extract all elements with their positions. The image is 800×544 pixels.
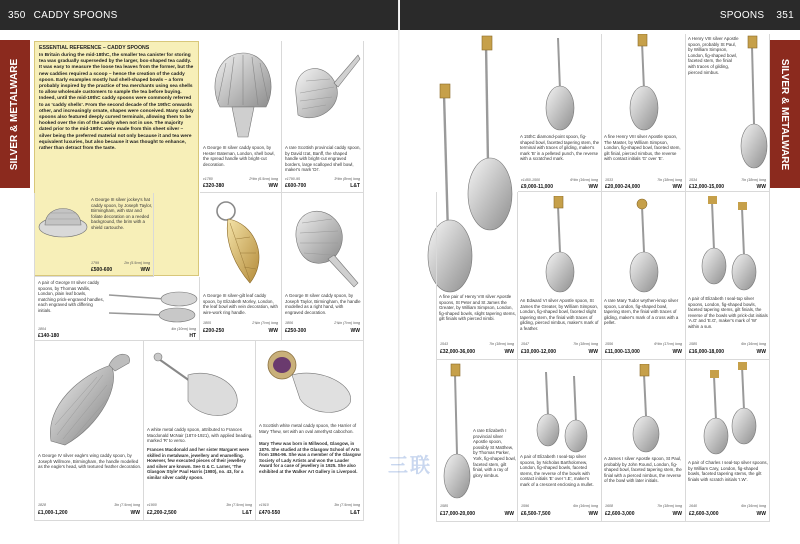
item-code: HT (189, 333, 196, 339)
item-code: WW (756, 184, 766, 190)
item-caption: A pair of Elizabeth I seal-top silver spoons, by Nicholas Bartholomew, London, fig-shaped bowls, faceted stems, the reverse of the bowls with contact initials 'E' over 'I.E', maker's mark of a crescent enclosing a mullet. (520, 454, 594, 487)
item-code: WW (268, 183, 278, 189)
item-price: £250-300 (285, 328, 307, 334)
item-note: Frances Macdonald and her sister Margaret were skilled in metalware, jewellery and enamelling. However, few executed pieces of their jewellery and silver are known. See G & C. Larner, 'The Glasgow Style' Paul Harris (1980), no. 43, for a similar silver caddy spoon. (147, 447, 249, 480)
diamond-point-spoon-icon (536, 34, 586, 134)
item-size: 3in (7.5cm) long (334, 503, 360, 507)
right-page-title: SPOONS (719, 9, 765, 21)
item-size: 2¾in (7cm) long (252, 321, 278, 325)
item-size: 6in (16cm) long (573, 504, 598, 508)
item-year: 1585 (689, 342, 697, 346)
item-caption: A rare Mary Tudor wrythen-knop silver spoon, London, fig-shaped bowl, tapering stem, the finial with traces of gilding, maker's mark of a cross with a pellet. (604, 298, 679, 326)
item-code: WW (672, 511, 682, 517)
item-year: 1585 (440, 504, 448, 508)
item-code: WW (504, 511, 514, 517)
item-year: c1780 (203, 177, 213, 181)
item-code: L&T (350, 183, 360, 189)
item-card (602, 34, 686, 192)
pair-seal-top-spoons-icon (528, 366, 594, 454)
item-size: 3½in (8cm) long (334, 177, 360, 181)
item-code: L&T (242, 510, 252, 516)
pair-seal-top-spoons-icon (694, 194, 764, 294)
eagle-wing-spoon-icon (41, 345, 141, 449)
item-caption: A rare Elizabeth I provincial silver Apostle spoon, possibly St Matthew, by Thomas Parker, York, fig-shaped bowl, faceted stem, gilt finial, with a ray of glory nimbus. (473, 428, 517, 478)
pair-seal-top-spoons-icon (694, 362, 764, 458)
white-metal-caddy-spoon-icon (150, 347, 250, 423)
item-price: £500-600 (91, 267, 113, 273)
item-card (686, 360, 770, 522)
item-code: WW (588, 184, 598, 190)
item-size: 7in (18cm) long (741, 178, 766, 182)
item-card (34, 277, 200, 341)
apostle-spoon-icon (620, 34, 670, 134)
item-card (282, 193, 364, 341)
item-year: 1608 (605, 504, 613, 508)
apostle-spoon-icon (736, 34, 770, 174)
item-price: £12,000-15,000 (689, 184, 725, 190)
item-card (436, 360, 518, 522)
item-year: 1799 (91, 261, 99, 265)
item-year: 1806 (285, 321, 293, 325)
item-code: WW (130, 510, 140, 516)
item-card (256, 341, 364, 521)
item-card (144, 341, 256, 521)
item-caption: A George IV silver eagle's wing caddy spoon, by Joseph Willmore, Birmingham, the handle modelled as the eagle's head, with textured feather decoration. (38, 453, 142, 470)
item-caption: A 15thC diamond-point spoon, fig-shaped bowl, facetted tapering stem, the terminal with traces of gilding, maker's mark 'B' in a pelleted punch, the reverse with a scratched mark. (520, 134, 600, 162)
item-caption: A white metal caddy spoon, attributed to Frances Macdonald McNair (1874-1921), with applied beading, marked 'R' to verso. (147, 427, 253, 444)
left-page-title: CADDY SPOONS (33, 9, 118, 21)
item-card (200, 41, 282, 193)
item-size: 3in (7.5cm) long (114, 503, 140, 507)
item-year: 1640 (689, 504, 697, 508)
jockey-cap-spoon-icon (37, 197, 89, 243)
item-caption: A fine Henry VIII silver Apostle spoon, The Master, by William Simpson, London, fig-shaped bowl, faceted stem, gilt finial, pierced nimbus, the reverse with contact initials 'G' over 'E'. (604, 134, 681, 162)
right-header (400, 0, 800, 30)
item-year: 1547 (521, 342, 529, 346)
item-price: £320-380 (203, 183, 225, 189)
item-size: 6in (16cm) long (741, 504, 766, 508)
item-price: £11,000-13,000 (605, 349, 640, 355)
item-caption: A James I silver Apostle spoon, St Paul, probably by John Round, London, fig-shaped bowl, faceted tapering stem, the finial with a pierced nimbus, the reverse of the bowl with later initials. (604, 456, 682, 484)
item-price: £17,000-20,000 (440, 511, 476, 517)
item-card (282, 41, 364, 193)
item-size: 2in (5.5cm) long (124, 261, 150, 265)
item-code: WW (140, 267, 150, 273)
item-price: £2,600-3,000 (689, 511, 719, 517)
item-year: 1543 (440, 342, 448, 346)
item-year: 1534 (689, 178, 697, 182)
right-side-tab: SILVER & METALWARE (770, 40, 800, 188)
item-price: £600-700 (285, 183, 307, 189)
item-price: £470-550 (259, 510, 281, 516)
essential-heading: ESSENTIAL REFERENCE – CADDY SPOONS (39, 45, 150, 51)
left-header (0, 0, 400, 30)
item-price: £20,000-24,000 (605, 184, 641, 190)
item-caption: A pair of George III silver caddy spoons, by Thomas Wallis, London, plain leaf bowls, matching prick-engraved handles, each engraved with differing initials. (38, 280, 104, 313)
item-size: 7in (18cm) long (489, 342, 514, 346)
item-size: 7in (18cm) long (657, 178, 682, 182)
item-size: 6½in (16cm) long (570, 178, 598, 182)
leaf-caddy-spoon-icon (210, 197, 272, 289)
item-caption: A rare Scottish provincial caddy spoon, by David Izat, Banff, the shaped handle with bright-cut engraved borders, large scalloped shell bowl, maker's mark 'DI'. (285, 145, 361, 173)
item-code: WW (350, 328, 360, 334)
item-code: WW (672, 349, 682, 355)
item-year: 1596 (521, 504, 529, 508)
item-card (34, 341, 144, 521)
item-code: L&T (350, 510, 360, 516)
shell-caddy-spoon-icon (208, 45, 278, 141)
item-caption: A pair of Elizabeth I seal-top silver spoons, London, fig-shaped bowls, faceted tapering stems, gilt finials, the reverse of the bowls with prick-dot initials 'A.G' and 'E.G', maker's mark of 'W' within a sun. (688, 296, 768, 329)
item-size: 6in (16cm) long (741, 342, 766, 346)
item-year: c1790-95 (285, 177, 300, 181)
item-year: 1804 (38, 327, 46, 331)
item-price: £2,200-2,500 (147, 510, 177, 516)
item-size: 6½in (17cm) long (654, 342, 682, 346)
item-size: 7in (18cm) long (573, 342, 598, 346)
item-caption: A George III silver caddy spoon, by Joseph Taylor, Birmingham, the handle modelled as a right hand, with engraved decoration. (285, 293, 361, 315)
item-price: £6,500-7,500 (521, 511, 551, 517)
item-code: WW (268, 328, 278, 334)
item-card (602, 360, 686, 522)
item-year: c1900 (147, 503, 157, 507)
item-year: 1805 (203, 321, 211, 325)
item-caption: A Scottish white metal caddy spoon, the Harrier of Mary Thew, set with an oval amethyst cabochon. (259, 423, 357, 434)
item-price: £1,000-1,200 (38, 510, 68, 516)
item-year: c1450-1500 (521, 178, 540, 182)
item-card (686, 34, 770, 192)
apostle-spoon-icon (439, 362, 473, 502)
apostle-spoon-icon (626, 364, 666, 454)
item-card (686, 192, 770, 360)
item-card (436, 192, 518, 360)
item-caption: A Henry VIII silver Apostle spoon, probably St Paul, by William Simpson, London, fig-shaped bowl, faceted stem, the finial with traces of gilding, pierced nimbus. (688, 36, 739, 75)
item-price: £140-180 (38, 333, 60, 339)
item-card (200, 193, 282, 341)
hand-caddy-spoon-icon (288, 197, 360, 289)
item-card (518, 34, 602, 192)
item-card (518, 192, 602, 360)
item-caption: A George III silver-gilt leaf caddy spoon, by Elizabeth Morley, London, the leaf bowl with vein decoration, with wire-work ring handle. (203, 293, 278, 315)
item-caption: A pair of Charles I seal-top silver spoons, by William Cary, London, fig-shaped bowls, faceted tapering stems, the gilt finials with scratch initials 'I.W'. (688, 460, 768, 482)
item-code: WW (504, 349, 514, 355)
wrythen-knop-spoon-icon (622, 196, 666, 296)
amethyst-caddy-spoon-icon (260, 345, 360, 421)
item-price: £10,000-12,000 (521, 349, 557, 355)
item-year: 1828 (38, 503, 46, 507)
item-note: Mary Thew was born in Millwood, Glasgow, in 1876. She studied at the Glasgow School of Arts from 1894-96. She was a member of the Glasgow Society of Lady Artists and won the Lauder Award for a case of jewellery in 1925. She also exhibited at the Walker Art Gallery in Liverpool. (259, 441, 361, 474)
item-caption: A George III silver caddy spoon, by Hester Bateman, London, shell bowl, the spread handle with bright-cut decoration. (203, 145, 275, 167)
item-year: c1910 (259, 503, 269, 507)
essential-body: In Britain during the mid-18thC, the smaller tea canister for storing tea was gradually superseded by the larger, box-shaped tea caddy. It was easy to measure the loose tea leaves from the former, but the new caddies required a scoop – hence the creation of the caddy spoon. Early examples mostly had shell-shaped bowls – a form probably inspired by the practice of tea merchants using sea shells to allow wholesale customers to sample the tea before buying. Indeed, until the mid-19thC caddy spoons were commonly referred to as 'caddy shells'. From the second decade of the 19thC onwards other, and increasingly ornate, shapes were conceived. Many caddy spoons also featured deeply curved terminals, allowing them to be hooked over the rim of the caddy when not in use. The majority dated prior to the mid-19thC were made from thin sheet silver – silver being the preferred material not only because it and tea were equivalent luxuries, but also because it was thought to enhance, rather than detract from the taste. (39, 53, 194, 152)
item-code: WW (672, 184, 682, 190)
item-size: 2½in (6.5cm) long (249, 177, 278, 181)
item-code: WW (756, 511, 766, 517)
item-size: 3in (7.5cm) long (226, 503, 252, 507)
left-side-tab: SILVER & METALWARE (0, 40, 30, 188)
item-price: £2,600-3,000 (605, 511, 635, 517)
right-page-number: 351 (776, 9, 794, 21)
item-price: £16,000-18,000 (689, 349, 725, 355)
item-size: 4in (10cm) long (171, 327, 196, 331)
item-card (518, 360, 602, 522)
item-code: WW (588, 349, 598, 355)
pair-leaf-spoons-icon (105, 285, 199, 325)
item-caption: A George III silver jockey's hat caddy spoon, by Joseph Taylor, Birmingham, with star and foliate decoration on a reeded background, the brim with a shield cartouche. (91, 197, 153, 230)
item-year: 1556 (605, 342, 613, 346)
left-page-number: 350 (8, 9, 26, 21)
item-card (34, 193, 154, 277)
item-size: 7in (18cm) long (657, 504, 682, 508)
apostle-spoon-icon (538, 196, 582, 296)
item-price: £9,000-11,000 (521, 184, 553, 190)
item-code: WW (756, 349, 766, 355)
item-caption: A fine pair of Henry VIII silver Apostle spoons, St Peter and St James the Greater, by William Simpson, London, fig-shaped bowls, slight tapering stems, gilt finials with pierced nimbi. (439, 294, 516, 322)
scallop-caddy-spoon-icon (286, 45, 362, 141)
item-price: £200-250 (203, 328, 225, 334)
item-size: 2¾in (7cm) long (334, 321, 360, 325)
item-code: WW (588, 511, 598, 517)
item-price: £32,000-36,000 (440, 349, 476, 355)
item-caption: An Edward VI silver Apostle spoon, St James the Greater, by William Simpson, London, fig-shaped bowl, faceted slight tapering stem, the finial with traces of gilding, pierced nimbus, maker's mark of a feather. (520, 298, 599, 331)
watermark: 三联 (388, 454, 432, 477)
item-year: 1533 (605, 178, 613, 182)
item-card (602, 192, 686, 360)
